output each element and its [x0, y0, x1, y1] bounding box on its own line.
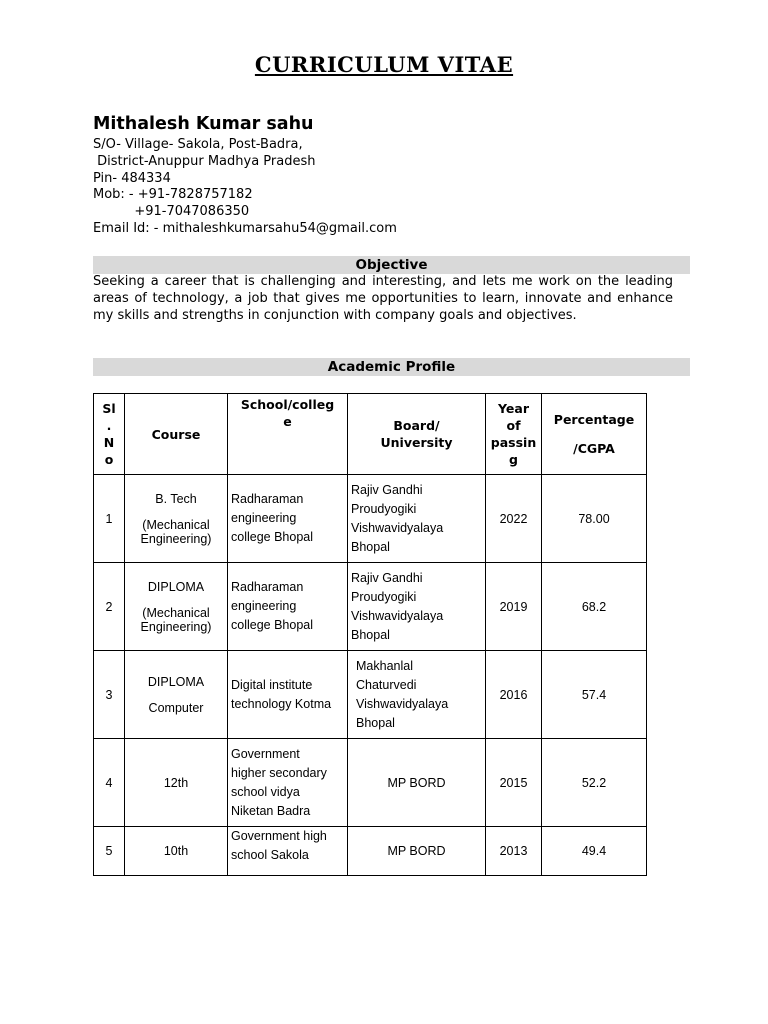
cell-year: 2022	[486, 475, 542, 563]
cell-sl: 1	[94, 475, 125, 563]
pin-code: Pin- 484334	[93, 170, 171, 186]
candidate-name: Mithalesh Kumar sahu	[93, 114, 314, 134]
cell-percentage: 68.2	[542, 563, 647, 651]
cell-percentage: 78.00	[542, 475, 647, 563]
cell-year: 2013	[486, 827, 542, 876]
cell-board: Rajiv Gandhi Proudyogiki Vishwavidyalaya Bhopal	[348, 475, 486, 563]
objective-heading: Objective	[93, 256, 690, 274]
header-percentage: Percentage /CGPA	[542, 394, 647, 475]
cell-sl: 2	[94, 563, 125, 651]
header-course: Course	[125, 394, 228, 475]
cell-course: DIPLOMA Computer	[125, 651, 228, 739]
header-board: Board/ University	[348, 394, 486, 475]
cell-course: B. Tech (Mechanical Engineering)	[125, 475, 228, 563]
cell-year: 2019	[486, 563, 542, 651]
cell-sl: 4	[94, 739, 125, 827]
table-row	[94, 739, 647, 827]
cell-school: Government higher secondary school vidya Niketan Badra	[228, 739, 348, 827]
cell-school: Radharaman engineering college Bhopal	[228, 563, 348, 651]
contact-block	[93, 137, 397, 238]
cell-board: Rajiv Gandhi Proudyogiki Vishwavidyalaya Bhopal	[348, 563, 486, 651]
cell-percentage: 49.4	[542, 827, 647, 876]
academic-profile-heading: Academic Profile	[93, 358, 690, 376]
address-line: District-Anuppur Madhya Pradesh	[93, 153, 316, 169]
cell-percentage: 57.4	[542, 651, 647, 739]
header-school: School/colleg e	[228, 394, 348, 475]
cell-board: MP BORD	[348, 827, 486, 876]
cell-board: MP BORD	[348, 739, 486, 827]
cell-sl: 3	[94, 651, 125, 739]
cell-course: 10th	[125, 827, 228, 876]
cell-course: 12th	[125, 739, 228, 827]
table-row	[94, 475, 647, 563]
cell-percentage: 52.2	[542, 739, 647, 827]
email: Email Id: - mithaleshkumarsahu54@gmail.com	[93, 220, 397, 236]
address-line: S/O- Village- Sakola, Post-Badra,	[93, 137, 303, 152]
table-row	[94, 651, 647, 739]
cell-sl: 5	[94, 827, 125, 876]
header-sl-no: Sl . N o	[94, 394, 125, 475]
cell-school: Government high school Sakola	[228, 827, 348, 876]
cell-school: Radharaman engineering college Bhopal	[228, 475, 348, 563]
cell-board: Makhanlal Chaturvedi Vishwavidyalaya Bhopal	[348, 651, 486, 739]
header-year: Year of passin g	[486, 394, 542, 475]
table-row	[94, 563, 647, 651]
mobile-number: Mob: - +91-7828757182	[93, 187, 253, 203]
cv-title: CURRICULUM VITAE	[254, 52, 514, 77]
academic-table	[93, 393, 647, 876]
mobile-number-alt: +91-7047086350	[93, 204, 250, 220]
cell-year: 2015	[486, 739, 542, 827]
table-header-row	[94, 394, 647, 475]
table-row	[94, 827, 647, 876]
objective-text: Seeking a career that is challenging and interesting, and lets me work on the leading areas of technology, a job that gives me opportunities to learn, innovate and enhance my skills and strengths in conjunction with company goals and objectives.	[93, 274, 673, 323]
cell-course: DIPLOMA (Mechanical Engineering)	[125, 563, 228, 651]
cell-school: Digital institute technology Kotma	[228, 651, 348, 739]
cell-year: 2016	[486, 651, 542, 739]
